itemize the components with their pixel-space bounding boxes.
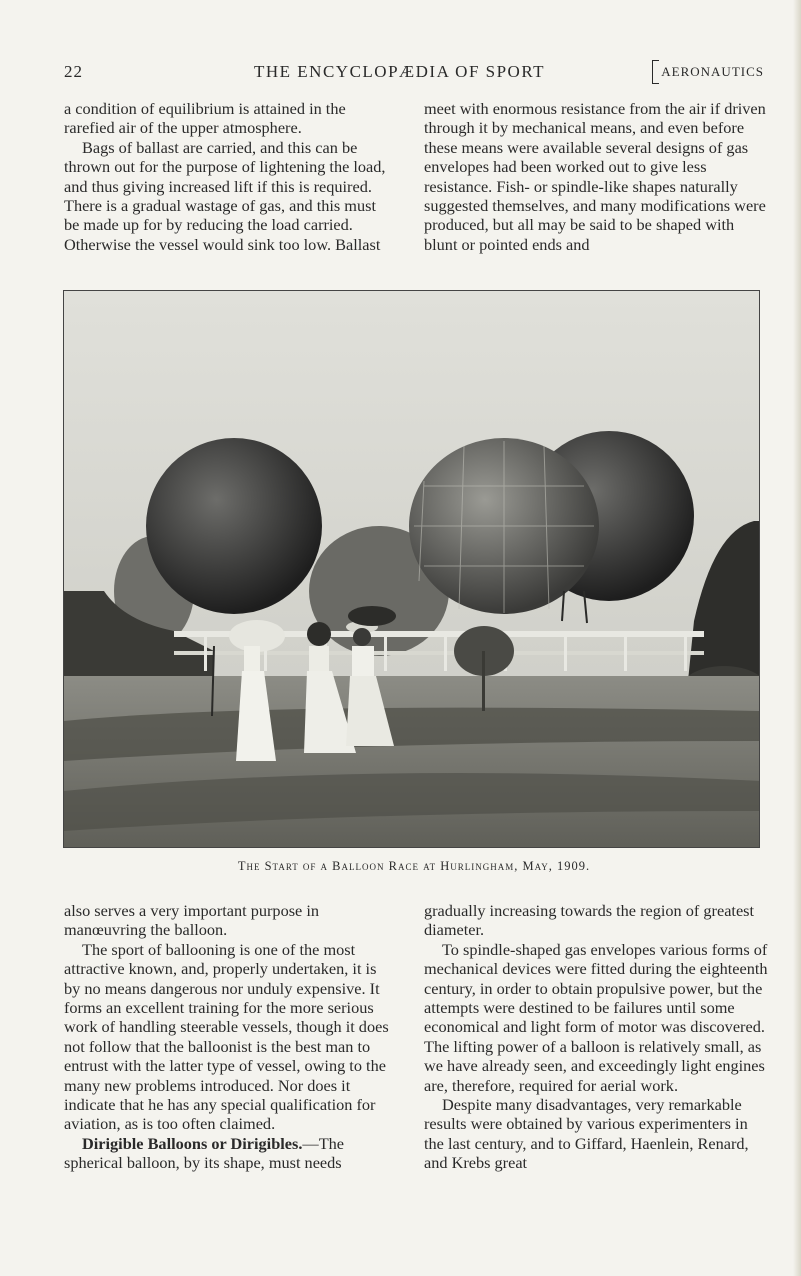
column-top-right — [424, 99, 769, 254]
running-header — [64, 62, 764, 90]
section-tag: AERONAUTICS — [661, 64, 764, 79]
balloon-race-photo — [63, 290, 760, 848]
paragraph: Bags of ballast are carried, and this can be thrown out for the purpose of lightening the load, and thus giving increased lift if this is required. There is a gradual wastage of gas, and this must be made up for by reducing the load carried. Otherwise the vessel would sink too low. Ballast — [64, 137, 386, 254]
paragraph-heading — [64, 1134, 394, 1173]
column-bottom-left — [64, 901, 394, 1173]
photo-caption: The Start of a Balloon Race at Hurlingham, May, 1909. — [237, 859, 591, 873]
paragraph: The sport of ballooning is one of the most attractive known, and, properly undertaken, it is by no means dangerous nor unduly expensive. It forms an excellent training for the more serious work of handling steerable vessels, though it does not follow that the balloonist is the best man to entrust with the latter type of vessel, owing to the many new problems introduced. Nor does it indicate that he has any special qualification for aviation, as is too often claimed. — [64, 939, 389, 1134]
paragraph: Despite many disadvantages, very remarkable results were obtained by various experimenters in the last century, and to Giffard, Haenlein, Renard, and Krebs great — [424, 1095, 749, 1173]
paragraph: also serves a very important purpose in manœuvring the balloon. — [64, 901, 320, 940]
heading-text: —The spherical balloon, by its shape, must needs — [64, 1133, 345, 1173]
column-bottom-right — [424, 901, 769, 1173]
paragraph: a condition of equilibrium is attained in the rarefied air of the upper atmosphere. — [64, 99, 346, 138]
paragraph: To spindle-shaped gas envelopes various forms of mechanical devices were fitted during the eighteenth century, in order to obtain propulsive power, but the attempts were destined to be failures until some economical and light form of motor was discovered. The lifting power of a balloon is relatively small, as we have already seen, and exceedingly light engines are, therefore, required for aerial work. — [424, 939, 768, 1095]
run-in-heading: Dirigible Balloons or Dirigibles. — [82, 1133, 303, 1153]
paragraph: meet with enormous resistance from the air if driven through it by mechanical means, and even before these means were available several designs of gas envelopes had been worked out to give less resistance. Fish- or spindle-like shapes naturally suggested themselves, and many modifications were produced, but all may be said to be shaped with blunt or pointed ends and — [424, 99, 766, 254]
running-title: THE ENCYCLOPÆDIA OF SPORT — [254, 62, 546, 81]
paragraph: gradually increasing towards the region of greatest diameter. — [424, 901, 755, 940]
page-number: 22 — [64, 62, 83, 81]
column-top-left — [64, 99, 394, 254]
page-edge — [793, 0, 801, 1276]
